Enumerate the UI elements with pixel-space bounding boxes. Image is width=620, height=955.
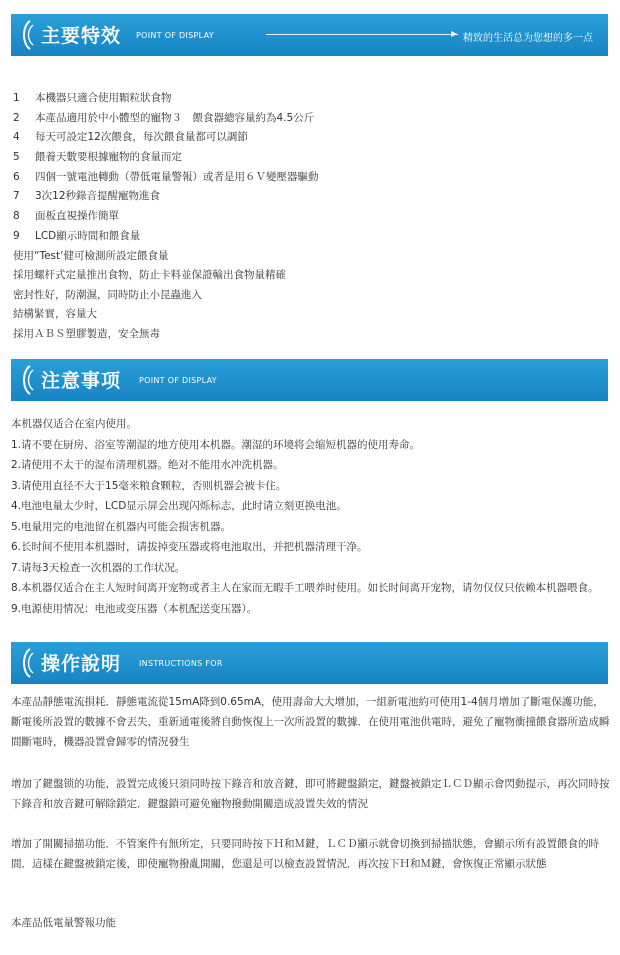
note-line: 7.请每3天检查一次机器的工作状况。 [11,561,186,574]
list-item [13,150,182,164]
note-line: 9.电源使用情况：电池或变压器（本机配送变压器）。 [11,602,258,615]
swirl-logo-icon [17,647,39,679]
list-item [13,209,119,223]
item-text: 3次12秒錄音提醒寵物進食 [35,190,161,202]
list-item [13,91,172,105]
list-item [13,170,319,184]
item-number: 7 [13,190,20,202]
item-text: 每天可設定12次餵食，每次餵食量都可以調節 [35,131,248,143]
item-number: 4 [13,131,20,143]
swirl-logo-icon [17,19,39,51]
note-line: 3.请使用直径不大于15毫米粮食颗粒，否则机器会被卡住。 [11,479,287,492]
note-line: 2.请使用不太干的湿布清理机器。绝对不能用水冲洗机器。 [11,459,284,471]
slogan-text: 精致的生活总为您想的多一点 [463,33,593,44]
list-item [13,111,314,125]
note-line: 本机器仅适合在室内使用。 [11,418,137,430]
divider-line [266,34,458,35]
item-number: 1 [13,92,20,104]
item-text: 四個一號電池轉動（帶低電量警報）或者是用６Ｖ變壓器驅動 [35,171,319,183]
notes-list [11,414,611,619]
list-item [13,189,160,203]
instruction-paragraph: 增加了開關掃描功能．不管案件有無所定，只要同時按下Ｈ和Ｍ鍵，ＬＣＤ顯示就會切換到掃描狀態，會顯示所有設置餵食的時間．這樣在鍵盤被鎖定後，即使寵物撥亂開關，您還是可以檢查設置情況．再次按下Ｈ和Ｍ鍵，會恢復正常顯示狀態 [11,838,599,870]
swirl-logo-icon [17,364,39,396]
item-text: 餵養天數要根據寵物的食量而定 [35,151,182,163]
item-text: LCD顯示時間和餵食量 [35,230,141,242]
item-text: 面板直視操作簡單 [35,210,119,222]
note-line: 8.本机器仅适合在主人短时间离开宠物或者主人在家而无暇手工喂养时使用。如长时间离开宠物，请勿仅仅只依赖本机器喂食。 [11,582,599,594]
section-banner-notes [11,359,608,401]
section-banner-features [11,14,608,56]
item-number: 9 [13,230,20,242]
item-text: 本產品適用於中小體型的寵物３ 餵食器總容量約為4.5公斤 [35,112,315,124]
section-title: 主要特效 [41,25,122,47]
note-line: 5.电量用完的电池留在机器内可能会损害机器。 [11,520,232,533]
list-item [13,130,248,144]
section-banner-instructions [11,642,608,684]
list-item: 採用螺杆式定量推出食物，防止卡料並保證輸出食物量精確 [13,269,286,281]
list-item: 結構緊實，容量大 [13,308,97,320]
note-line: 4.电池电量太少时，LCD显示屏会出现闪烁标志，此时请立刻更换电池。 [11,500,347,512]
instruction-paragraph: 本產品靜態電流損耗．靜態電流從15mA降到0.65mA，使用壽命大大增加，一組新電池約可使用1-4個月增加了斷電保護功能，斷電後所設置的數據不會丟失，重新通電後將自動恢復上一次所設置的數據．在使用電池供電時，避免了寵物衝撞餵食器所造成瞬間斷電時，機器設置會歸零的情況發生 [11,696,610,748]
instruction-paragraph: 本產品低電量警報功能 [11,917,116,929]
list-item: 密封性好，防潮濕，同時防止小昆蟲進入 [13,289,202,301]
note-line: 6.长时间不使用本机器时，请拔掉变压器或将电池取出，并把机器清理干净。 [11,541,368,553]
item-number: 5 [13,151,20,163]
list-item: 使用“Test’健可檢測所設定餵食量 [13,250,169,262]
section-subtitle: INSTRUCTIONS FOR [139,659,223,668]
list-item: 採用ＡＢＳ塑膠製造，安全無毒 [13,328,160,340]
instruction-paragraph: 增加了鍵盤锁的功能，設置完成後只須同時按下錄音和放音鍵，即可將鍵盤鎖定，鍵盤被鎖定ＬＣＤ顯示會閃動提示，再次同時按下錄音和放音鍵可解除鎖定．鍵盤鎖可避免寵物撥動開關造成設置失效的情況 [11,778,610,810]
item-number: 2 [13,112,20,124]
arrow-right-icon [451,31,457,37]
item-text: 本機器只適合使用顆粒狀食物 [35,92,172,104]
note-line: 1.请不要在厨房、浴室等潮湿的地方使用本机器。潮湿的环境将会缩短机器的使用寿命。 [11,438,421,451]
section-subtitle: POINT OF DISPLAY [136,31,214,40]
list-item [13,229,140,243]
item-number: 8 [13,210,20,222]
item-number: 6 [13,171,20,183]
section-title: 注意事项 [41,370,122,392]
section-subtitle: POINT OF DISPLAY [139,376,217,385]
section-title: 操作說明 [41,653,122,675]
